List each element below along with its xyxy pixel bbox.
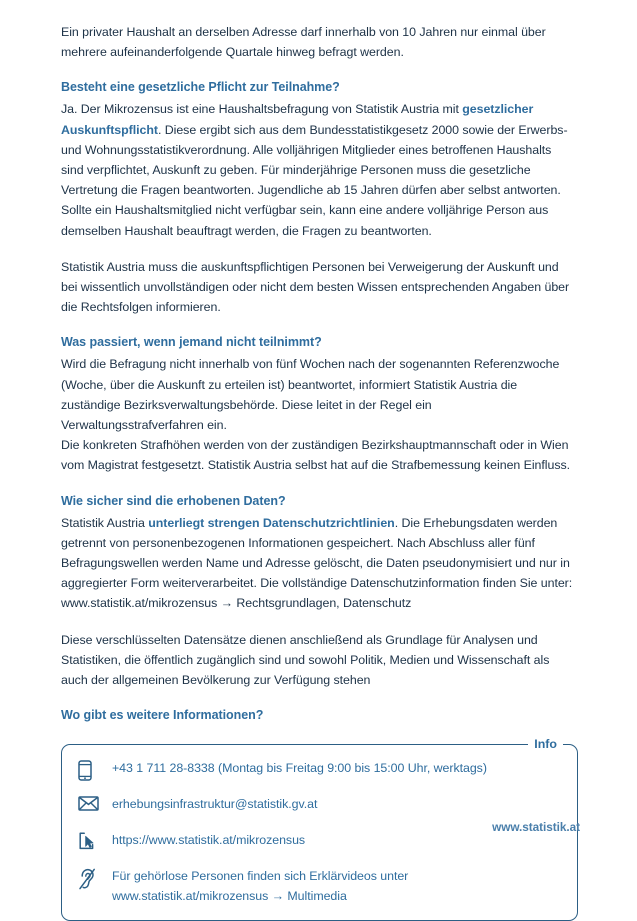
section-heading: Besteht eine gesetzliche Pflicht zur Teilnahme? (61, 80, 340, 95)
info-deaf-videos-line1: Für gehörlose Personen finden sich Erklärvideos unter (112, 869, 409, 884)
envelope-icon (78, 795, 112, 818)
section-heading: Wie sicher sind die erhobenen Daten? (61, 493, 286, 508)
section-body-part2: . Diese ergibt sich aus dem Bundesstatistikgesetz 2000 sowie der Erwerbs- und Wohnungsstatistikverordnung. Alle volljährigen Mitglieder eines betroffenen Haushalts sind verpflichtet, Auskunft zu geben. Für minderjährige Personen muss die gesetzliche Vertretung die Fragen beantworten. Jugendliche ab 15 Jahren dürfen aber selbst antworten. Sollte ein Haushaltsmitglied nicht verfügbar sein, kann eine andere volljährige Person aus demselben Haushalt beauftragt werden, die Fragen zu beantworten. (61, 122, 568, 238)
section-body-part1: Statistik Austria (61, 515, 149, 530)
deaf-ear-icon (78, 867, 112, 890)
info-deaf-videos-line2: www.statistik.at/mikrozensus → Multimedia (112, 888, 347, 903)
section-extra-paragraph-3: Diese verschlüsselten Datensätze dienen anschließend als Grundlage für Analysen und Statistiken, die öffentlich zugänglich sind und sowohl Politik, Medien und Wissenschaft als auch der allgemeinen Bevölkerung zur Verfügung stehen (61, 632, 550, 688)
cursor-click-icon (78, 831, 112, 854)
info-row-deaf-videos (78, 867, 561, 906)
info-website-text[interactable]: https://www.statistik.at/mikrozensus (112, 833, 306, 848)
highlighted-term: unterliegt strengen Datenschutzrichtlinien (148, 515, 395, 530)
info-phone-text[interactable]: +43 1 711 28-8338 (Montag bis Freitag 9:00 bis 15:00 Uhr, werktags) (112, 761, 487, 776)
info-row-website (78, 831, 561, 854)
section-body-part1: Ja. Der Mikrozensus ist eine Haushaltsbefragung von Statistik Austria mit (61, 102, 463, 117)
section-body (61, 99, 577, 240)
section-extra-paragraph-2: Die konkreten Strafhöhen werden von der zuständigen Bezirkshauptmannschaft oder in Wien vom Magistrat festgesetzt. Statistik Austria selbst hat auf die Strafbemessung keinen Einfluss. (61, 438, 571, 473)
info-box-legend: Info (528, 736, 563, 752)
intro-paragraph: Ein privater Haushalt an derselben Adresse darf innerhalb von 10 Jahren nur einmal über mehrere aufeinanderfolgende Quartale hinweg befragt werden. (61, 25, 546, 60)
info-deaf-videos-text[interactable] (112, 867, 408, 906)
section-non-participation (61, 333, 577, 475)
section-data-security (61, 492, 577, 614)
section-body (61, 513, 577, 614)
section-legal-obligation (61, 78, 577, 240)
section-body-part2: . Die Erhebungsdaten werden getrennt von personenbezogenen Informationen gespeichert. Nach Abschluss aller fünf Befragungswellen werden Name und Adresse gelöscht, die Daten pseudonymisiert und nur in aggregierter Form weiterverarbeitet. Die vollständige Datenschutzinformation finden Sie unter: www.statistik.at/mikrozensus → Rechtsgrundlagen, Datenschutz (61, 515, 573, 611)
mobile-phone-icon (78, 759, 112, 782)
highlighted-term: gesetzlicher Auskunftspflicht (61, 102, 534, 137)
section-extra-paragraph-1: Statistik Austria muss die auskunftspflichtigen Personen bei Verweigerung der Auskunft und bei wissentlich unvollständigen oder nicht dem besten Wissen entsprechenden Angaben über die Rechtsfolgen informieren. (61, 259, 570, 315)
footer-url[interactable]: www.statistik.at (492, 820, 580, 834)
section-body: Wird die Befragung nicht innerhalb von fünf Wochen nach der sogenannten Referenzwoche (Woche, über die Auskunft zu erteilen ist) beantwortet, informiert Statistik Austria die zuständige Bezirksverwaltungsbehörde. Diese leitet in der Regel ein Verwaltungsstrafverfahren ein. (61, 357, 560, 433)
info-row-phone (78, 759, 561, 782)
info-row-email (78, 795, 561, 818)
contact-heading: Wo gibt es weitere Informationen? (61, 708, 264, 723)
info-email-text[interactable]: erhebungsinfrastruktur@statistik.gv.at (112, 797, 318, 812)
section-heading: Was passiert, wenn jemand nicht teilnimmt? (61, 335, 322, 350)
